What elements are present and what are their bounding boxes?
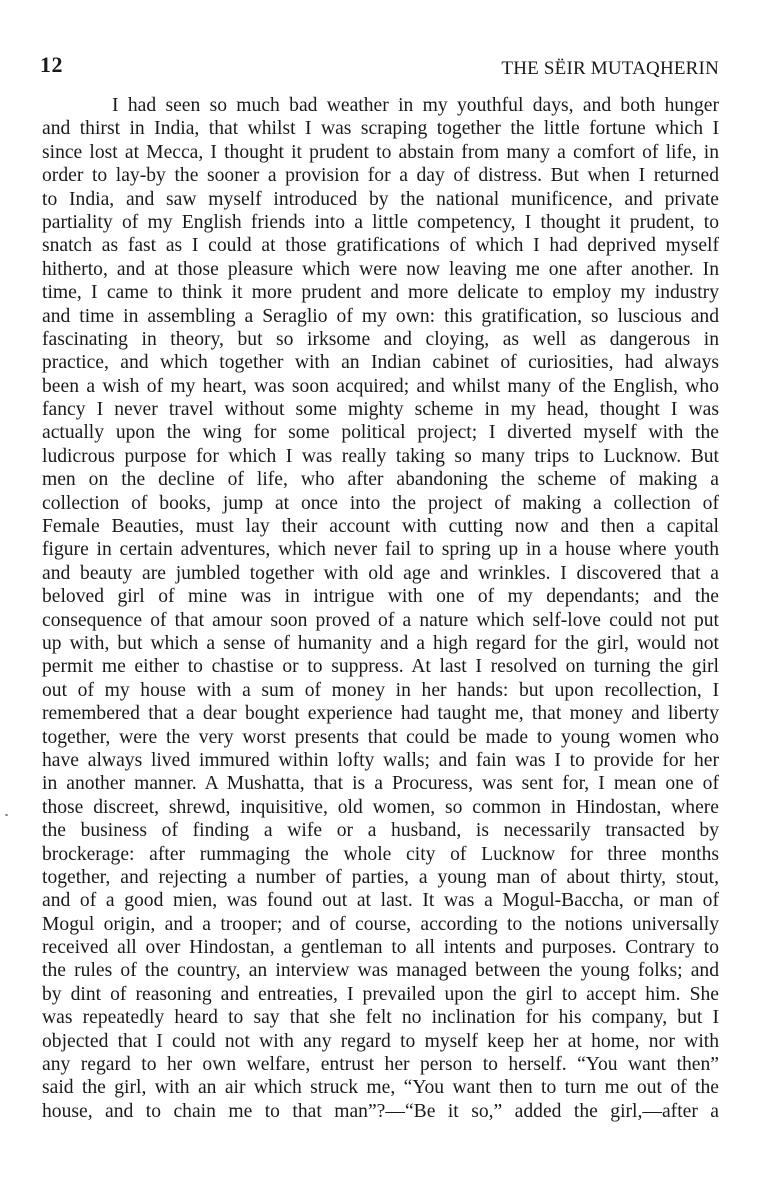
text-line: permit me either to chastise or to suppress. At last I resolved on turning the girl [42,656,719,678]
text-line: house, and to chain me to that man”?—“Be it so,” added the girl,—after a [42,1100,719,1122]
text-line: figure in certain adventures, which never fail to spring up in a house where youth [42,539,719,561]
text-line: remembered that a dear bought experience had taught me, that money and liberty [42,703,719,725]
text-line: and of a good mien, was found out at last. It was a Mogul-Baccha, or man of [42,890,719,912]
body-text [42,94,719,1123]
scan-speck [5,814,8,816]
text-line: been a wish of my heart, was soon acquired; and whilst many of the English, who [42,375,719,397]
text-line: I had seen so much bad weather in my youthful days, and both hunger [112,95,719,116]
running-head: THE SËIR MUTAQHERIN [501,58,719,79]
text-line: out of my house with a sum of money in her hands: but upon recollection, I [42,679,719,701]
text-line: since lost at Mecca, I thought it prudent to abstain from many a comfort of life, in [42,141,719,163]
text-line: beloved girl of mine was in intrigue with one of my dependants; and the [42,586,719,608]
text-line: ludicrous purpose for which I was really taking so many trips to Lucknow. But [42,445,719,467]
text-line: Female Beauties, must lay their account with cutting now and then a capital [42,516,719,538]
text-line: time, I came to think it more prudent and more delicate to employ my industry [42,282,719,304]
text-line: to India, and saw myself introduced by the national munificence, and private [42,188,719,210]
text-line: up with, but which a sense of humanity and a high regard for the girl, would not [42,632,719,654]
text-line: order to lay-by the sooner a provision for a day of distress. But when I returned [42,165,719,187]
text-line: men on the decline of life, who after abandoning the scheme of making a [42,469,719,491]
text-line: by dint of reasoning and entreaties, I prevailed upon the girl to accept him. She [42,983,719,1005]
text-line: fancy I never travel without some mighty scheme in my head, thought I was [42,399,719,421]
text-line: have always lived immured within lofty walls; and fain was I to provide for her [42,749,719,771]
text-line: hitherto, and at those pleasure which were now leaving me one after another. In [42,258,719,280]
text-line: received all over Hindostan, a gentleman to all intents and purposes. Contrary to [42,937,719,959]
text-line: fascinating in theory, but so irksome and cloying, as well as dangerous in [42,328,719,350]
page-number: 12 [40,52,63,77]
text-line: collection of books, jump at once into the project of making a collection of [42,492,719,514]
text-line: partiality of my English friends into a little competency, I thought it prudent, to [42,211,719,233]
text-line: in another manner. A Mushatta, that is a Procuress, was sent for, I mean one of [42,773,719,795]
text-line: objected that I could not with any regard to myself keep her at home, nor with [42,1030,719,1052]
text-line: snatch as fast as I could at those gratifications of which I had deprived myself [42,235,719,257]
text-line: the business of finding a wife or a husband, is necessarily transacted by [42,820,719,842]
text-line: those discreet, shrewd, inquisitive, old women, so common in Hindostan, where [42,796,719,818]
text-line: together, and rejecting a number of parties, a young man of about thirty, stout, [42,866,719,888]
text-line: and beauty are jumbled together with old age and wrinkles. I discovered that a [42,562,719,584]
text-line: Mogul origin, and a trooper; and of course, according to the notions universally [42,913,719,935]
text-line: consequence of that amour soon proved of a nature which self-love could not put [42,609,719,631]
text-line: said the girl, with an air which struck me, “You want then to turn me out of the [42,1077,719,1099]
text-line: and time in assembling a Seraglio of my own: this gratification, so luscious and [42,305,719,327]
text-line: actually upon the wing for some political project; I diverted myself with the [42,422,719,444]
text-line: was repeatedly heard to say that she felt no inclination for his company, but I [42,1007,719,1029]
text-line: practice, and which together with an Indian cabinet of curiosities, had always [42,352,719,374]
text-line: and thirst in India, that whilst I was scraping together the little fortune which I [42,118,719,140]
text-line: any regard to her own welfare, entrust her person to herself. “You want then” [42,1054,719,1076]
text-line: together, were the very worst presents that could be made to young women who [42,726,719,748]
text-line: brockerage: after rummaging the whole city of Lucknow for three months [42,843,719,865]
text-line: the rules of the country, an interview was managed between the young folks; and [42,960,719,982]
